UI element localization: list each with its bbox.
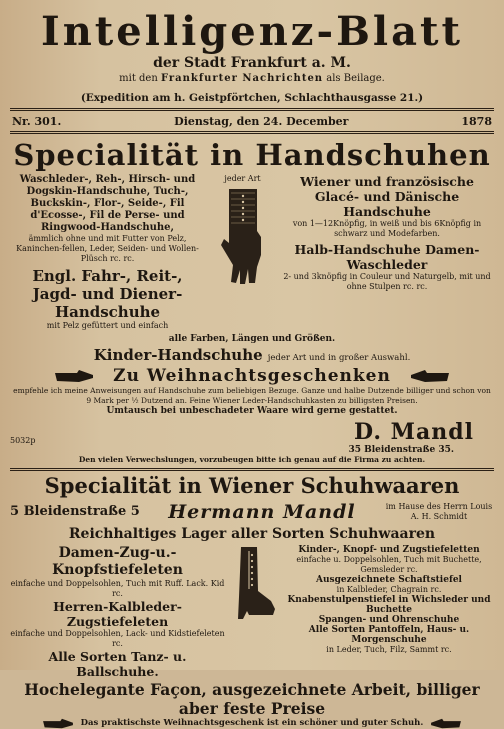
- shoes-left2: Herren-Kalbleder-Zugstiefeleten: [53, 598, 182, 629]
- divider: [10, 108, 494, 111]
- shoes-address-right: im Hause des Herrn Louis A. H. Schmidt: [385, 501, 493, 521]
- supplement-post: als Beilage.: [326, 73, 385, 84]
- supplement-name: Frankfurter Nachrichten: [160, 73, 324, 84]
- advert-gloves-right: [280, 174, 494, 331]
- supplement-pre: mit den: [119, 73, 158, 84]
- gloves-left-small: ämmlich ohne und mit Futter von Pelz, Kaninchen-fellen, Leder, Seiden- und Wollen-Plüsch rc. rc.: [16, 234, 199, 263]
- shoes-firm-row: [10, 499, 494, 525]
- pointing-hand-right-icon: [53, 369, 95, 383]
- masthead-supplement: [10, 72, 494, 86]
- shoes-right3: Knabenstulpenstiefel in Wichsleder und Buchette: [287, 594, 491, 615]
- shoes-lager: Reichhaltiges Lager aller Sorten Schuhwaaren: [68, 525, 436, 542]
- advert-gloves-mid: [213, 174, 273, 331]
- advert-gloves-left: [10, 174, 205, 331]
- gloves-right-big: Halb-Handschuhe Damen-Waschleder: [294, 242, 480, 272]
- shoes-left1: Damen-Zug-u.-Knopfstiefeleten: [52, 544, 183, 578]
- gloves-right-head: Wiener und französische Glacé- und Dänische Handschuhe: [300, 174, 474, 219]
- divider: [10, 468, 494, 471]
- pointing-hand-right-icon: [41, 718, 75, 729]
- gloves-right-small2: 2- und 3knöpfig in Couleur und Naturgelb, mit und ohne Stulpen rc. rc.: [283, 272, 491, 291]
- shoes-right1-small: einfache u. Doppelsohlen, Tuch mit Buchette, Gemsleder rc.: [296, 554, 482, 574]
- gloves-notice: Den vielen Verwechslungen, vorzubeugen bitte ich genau auf die Firma zu achten.: [78, 455, 426, 464]
- advert-shoes: [10, 473, 494, 729]
- gloves-left-small2: mit Pelz gefüttert und einfach: [46, 321, 169, 330]
- gloves-firm-block: [354, 419, 474, 445]
- shoes-mid: [227, 545, 283, 679]
- shoes-right1: Kinder-, Knopf- und Zugstiefeletten: [298, 544, 480, 555]
- gloves-right-small: von 1—12Knöpfig, in weiß und bis 6Knöpfig in schwarz und Modefarben.: [292, 219, 482, 238]
- gloves-address: 35 Bleidenstraße 35.: [348, 445, 454, 455]
- gloves-kinder-line: [10, 345, 494, 364]
- shoes-right5-small: in Leder, Tuch, Filz, Sammt rc.: [326, 644, 452, 654]
- issue-date: Dienstag, den 24. December: [174, 114, 349, 128]
- divider: [10, 131, 494, 134]
- advert-gloves: [10, 138, 494, 465]
- gloves-christmas: Zu Weihnachtsgeschenken: [113, 366, 391, 386]
- masthead-subtitle: der Stadt Frankfurt a. M.: [153, 55, 351, 71]
- gloves-exchange: Umtausch bei unbeschadeter Waare wird gerne gestattet.: [106, 406, 398, 416]
- gloves-address-row: [10, 445, 454, 455]
- gloves-christmas-row: [10, 366, 494, 386]
- glove-illustration-icon: [215, 185, 271, 287]
- shoes-right2-small: in Kalbleder, Chagrain rc.: [336, 584, 442, 594]
- pointing-hand-left-icon: [429, 718, 463, 729]
- shoes-columns: [10, 545, 494, 679]
- shoes-address-left: 5 Bleidenstraße 5: [10, 504, 140, 519]
- advert-shoes-headline: Specialität in Wiener Schuhwaaren: [44, 472, 460, 498]
- gloves-code: 5032p: [10, 436, 36, 445]
- gloves-kinder: Kinder-Handschuhe: [93, 346, 263, 364]
- gloves-left-head: Waschleder-, Reh-, Hirsch- und Dogskin-Handschuhe, Tuch-, Buckskin-, Flor-, Seide-, Fil d'Ecosse-, Fil de Perse- und Ringwood-Handschuhe,: [19, 174, 196, 233]
- shoes-final-slogan: Hochelegante Façon, ausgezeichnete Arbeit, billiger aber feste Preise: [24, 679, 480, 718]
- shoes-left: [10, 545, 225, 679]
- shoes-final-gift: Das praktischste Weihnachtsgeschenk ist ein schöner und guter Schuh.: [80, 717, 424, 728]
- advert-gloves-columns: [10, 174, 494, 331]
- masthead-title: Intelligenz-Blatt: [41, 8, 463, 55]
- gloves-kinder-small: jeder Art und in großer Auswahl.: [267, 353, 411, 363]
- gloves-all-colours: alle Farben, Längen und Größen.: [168, 334, 336, 344]
- gloves-firm: D. Mandl: [354, 419, 474, 445]
- gloves-body: empfehle ich meine Anweisungen auf Handschuhe zum beliebigen Bezuge. Ganze und halbe Dutzende billiger und schon von 9 Mark per ½ Dutzend an. Feine Wiener Leder-Handschuhkasten zu billigsten Preisen.: [13, 386, 491, 405]
- advert-gloves-headline: Specialität in Handschuhen: [13, 138, 491, 172]
- shoes-final-row: [10, 718, 494, 729]
- gloves-firm-row: [10, 417, 494, 445]
- gloves-left-big: Engl. Fahr-, Reit-, Jagd- und Diener-Handschuhe: [32, 267, 183, 321]
- shoes-right2: Ausgezeichnete Schaftstiefel: [316, 574, 462, 585]
- boot-illustration-icon: [227, 545, 279, 623]
- shoes-right5: Alle Sorten Pantoffeln, Haus- u. Morgenschuhe: [308, 624, 470, 645]
- shoes-right4: Spangen- und Ohrenschuhe: [318, 614, 460, 625]
- shoes-left2-small: einfache und Doppelsohlen, Lack- und Kidstiefeleten rc.: [10, 628, 225, 648]
- gloves-mid-label: jeder Art: [224, 174, 261, 183]
- shoes-left3: Alle Sorten Tanz- u. Ballschuhe.: [48, 648, 187, 679]
- shoes-firm: Hermann Mandl: [168, 500, 356, 523]
- masthead-expedition: (Expedition am h. Geistpförtchen, Schlachthausgasse 21.): [80, 92, 424, 104]
- issue-year: 1878: [461, 114, 492, 128]
- shoes-right: [284, 545, 494, 679]
- shoes-left1-small: einfache und Doppelsohlen, Tuch mit Ruff. Lack. Kid rc.: [10, 578, 225, 598]
- pointing-hand-left-icon: [409, 369, 451, 383]
- issue-number: Nr. 301.: [12, 114, 62, 128]
- issue-line: [10, 113, 494, 129]
